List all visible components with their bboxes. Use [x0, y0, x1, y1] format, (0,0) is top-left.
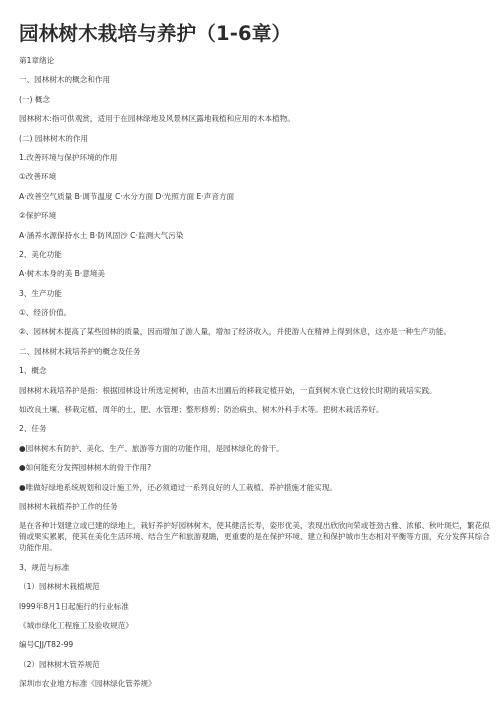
paragraph-bullet: ●园林树木有防护、美化、生产、旅游等方面的功能作用，是园林绿化的骨干。 — [19, 443, 284, 453]
paragraph-item: （2）园林树木管养规范 — [19, 659, 100, 669]
paragraph-subsection-heading: (二) 园林树木的作用 — [19, 133, 89, 143]
document-body — [19, 55, 490, 689]
paragraph-item: ②保护环境 — [19, 211, 57, 221]
paragraph-section-heading: 二、园林树木栽培养护的概念及任务 — [19, 346, 141, 356]
paragraph-body: 园林树木栽植养护工作的任务 — [19, 501, 118, 511]
paragraph-body: 如改良土壤、移栽定植、周年的土、肥、水管理；整形修剪；防治病虫、树木外科手术等。把树木栽活养好。 — [19, 405, 384, 415]
paragraph-bullet: ●如何能充分发挥园林树木的骨干作用? — [19, 463, 152, 473]
paragraph-body: 《城市绿化工程施工及验收规范》 — [19, 620, 133, 630]
paragraph-item-heading: 3、生产功能 — [19, 288, 62, 298]
paragraph-item-heading: 2、美化功能 — [19, 249, 62, 259]
paragraph-body: l999年8月1日起施行的行业标准 — [19, 601, 129, 611]
paragraph-item-heading: 1、概念 — [19, 366, 47, 376]
paragraph-body: 园林树木栽培养护是指：根据园林设计所选定树种，由苗木出圃后的移栽定植开始，一直到树木衰亡这较长时期的栽培实践。 — [19, 385, 437, 395]
paragraph-item: （1）园林树木栽植规范 — [19, 582, 100, 592]
paragraph-item: ①改善环境 — [19, 172, 57, 182]
paragraph-body: 深圳市农业地方标准《园林绿化管养规》 — [19, 679, 156, 689]
paragraph-definition: 园林树木:指可供观赏，适用于在园林绿地及风景林区露地栽植和应用的木本植物。 — [19, 114, 295, 124]
paragraph-subsection-heading: (一) 概念 — [19, 94, 51, 104]
paragraph-item: A·改善空气质量 B·调节温度 C·水分方面 D·光照方面 E·声音方面 — [19, 191, 235, 201]
paragraph-body: 是在各种计划建立或已建的绿地上，栽好养护好园林树木，使其健活长寿，姿形优美，表现出欣欣向荣或苍劲古雅、浓郁、秋叶斑烂，繁花似锦或果实累累，使其在美化生活环境、结合生产和旅游观瞻，更重要的是在保护环境、建立和保护城市生态相对平衡等方面，充分发挥其综合功能作用。 — [19, 521, 490, 553]
paragraph-item-heading: 3、规范与标准 — [19, 562, 70, 572]
paragraph-section-heading: 一、园林树木的概念和作用 — [19, 75, 111, 85]
paragraph-body: ②、园林树木提高了某些园林的质量，因而增加了游人量，增加了经济收入，并使游人在精神上得到休息，这亦是一种生产功能。 — [19, 327, 452, 337]
paragraph-item: ①、经济价值。 — [19, 308, 72, 318]
paragraph-body: 编号CJJ/T82-99 — [19, 640, 74, 650]
paragraph-item: A·树木本身的美 B·意境美 — [19, 269, 105, 279]
paragraph-item-heading: 2、任务 — [19, 424, 47, 434]
document-title: 园林树木栽培与养护（1-6章） — [19, 22, 292, 45]
paragraph-chapter-heading: 第1章绪论 — [19, 56, 55, 65]
paragraph-item: A·涵养水源保持水土 B·防风固沙 C·监测大气污染 — [19, 230, 184, 240]
paragraph-item-heading: 1.改善环境与保护环境的作用 — [19, 152, 118, 162]
paragraph-bullet: ●唯做好绿地系统规划和设计施工外，还必须通过一系列良好的人工栽植、养护措施才能实现。 — [19, 482, 337, 492]
